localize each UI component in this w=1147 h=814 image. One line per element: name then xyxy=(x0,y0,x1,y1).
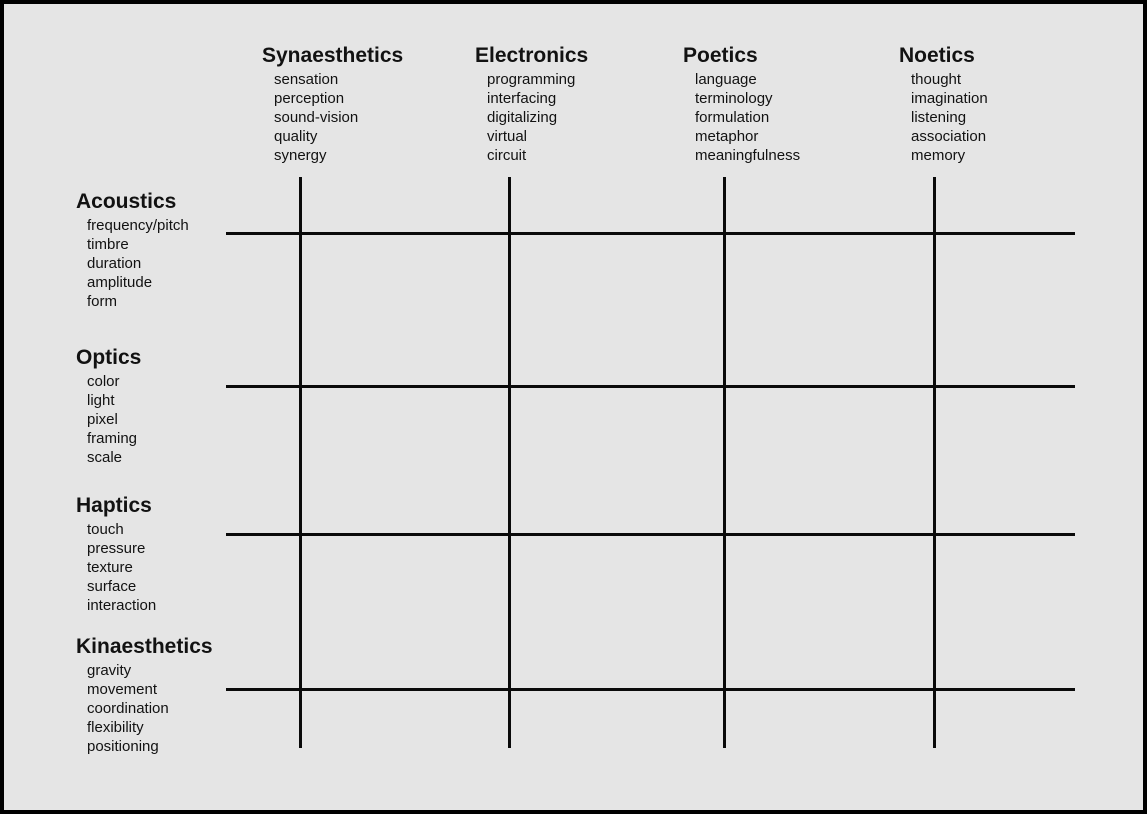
grid-line-horizontal-acoustics xyxy=(226,232,1075,235)
column-item-list xyxy=(683,70,800,165)
list-item: imagination xyxy=(911,90,988,107)
row-block-optics xyxy=(76,346,141,467)
list-item: circuit xyxy=(487,147,527,164)
row-title: Acoustics xyxy=(76,190,177,213)
list-item: meaningfulness xyxy=(695,147,801,164)
row-item-list xyxy=(76,661,213,756)
list-item: amplitude xyxy=(87,274,153,291)
list-item: synergy xyxy=(274,147,327,164)
list-item: virtual xyxy=(487,128,528,145)
column-title: Synaesthetics xyxy=(262,44,404,67)
row-item-list xyxy=(76,520,156,615)
list-item: framing xyxy=(87,430,138,447)
row-title: Kinaesthetics xyxy=(76,635,213,658)
list-item: surface xyxy=(87,578,137,595)
list-item: scale xyxy=(87,449,123,466)
grid-line-horizontal-haptics xyxy=(226,533,1075,536)
list-item: association xyxy=(911,128,987,145)
grid-line-horizontal-optics xyxy=(226,385,1075,388)
column-block-electronics xyxy=(475,44,588,165)
list-item: color xyxy=(87,373,120,390)
list-item: perception xyxy=(274,90,345,107)
list-item: programming xyxy=(487,71,576,88)
grid-line-vertical-noetics xyxy=(933,177,936,748)
list-item: formulation xyxy=(695,109,770,126)
list-item: memory xyxy=(911,147,966,164)
list-item: sensation xyxy=(274,71,339,88)
list-item: digitalizing xyxy=(487,109,558,126)
list-item: listening xyxy=(911,109,967,126)
row-item-list xyxy=(76,372,141,467)
list-item: thought xyxy=(911,71,962,88)
list-item: pressure xyxy=(87,540,146,557)
list-item: timbre xyxy=(87,236,129,253)
list-item: gravity xyxy=(87,662,132,679)
row-title: Haptics xyxy=(76,494,152,517)
grid-line-vertical-poetics xyxy=(723,177,726,748)
list-item: metaphor xyxy=(695,128,759,145)
list-item: touch xyxy=(87,521,124,538)
list-item: pixel xyxy=(87,411,118,428)
column-block-synaesthetics xyxy=(262,44,403,165)
list-item: flexibility xyxy=(87,719,144,736)
row-item-list xyxy=(76,216,189,311)
list-item: interaction xyxy=(87,597,157,614)
list-item: duration xyxy=(87,255,142,272)
list-item: language xyxy=(695,71,757,88)
grid-line-vertical-synaesthetics xyxy=(299,177,302,748)
list-item: movement xyxy=(87,681,158,698)
list-item: form xyxy=(87,293,117,310)
list-item: texture xyxy=(87,559,133,576)
list-item: coordination xyxy=(87,700,169,717)
column-title: Noetics xyxy=(899,44,975,67)
grid-line-vertical-electronics xyxy=(508,177,511,748)
column-block-poetics xyxy=(683,44,800,165)
row-title: Optics xyxy=(76,346,142,369)
list-item: quality xyxy=(274,128,318,145)
row-block-acoustics xyxy=(76,190,189,311)
list-item: positioning xyxy=(87,738,159,755)
grid-line-horizontal-kinaesthetics xyxy=(226,688,1075,691)
list-item: terminology xyxy=(695,90,773,107)
column-item-list xyxy=(899,70,988,165)
column-block-noetics xyxy=(899,44,988,165)
column-item-list xyxy=(262,70,403,165)
column-title: Poetics xyxy=(683,44,758,67)
row-block-kinaesthetics xyxy=(76,635,213,756)
list-item: interfacing xyxy=(487,90,557,107)
column-title: Electronics xyxy=(475,44,589,67)
list-item: frequency/pitch xyxy=(87,217,189,234)
column-item-list xyxy=(475,70,588,165)
list-item: sound-vision xyxy=(274,109,359,126)
row-block-haptics xyxy=(76,494,156,615)
list-item: light xyxy=(87,392,115,409)
